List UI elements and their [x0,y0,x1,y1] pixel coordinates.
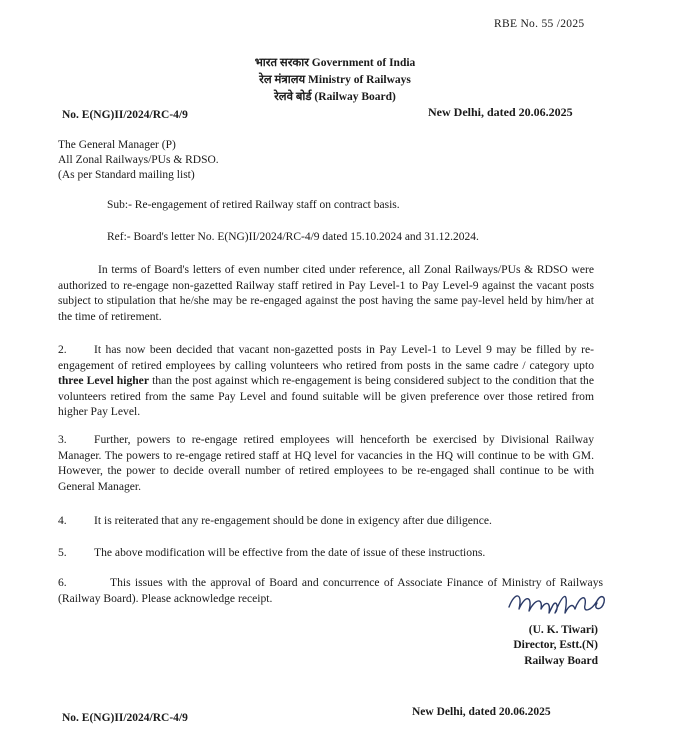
signatory-office: Railway Board [524,655,598,667]
signatory-designation: Director, Estt.(N) [513,639,598,651]
reference-line: Ref:- Board's letter No. E(NG)II/2024/RC-4/9 dated 15.10.2024 and 31.12.2024. [107,231,479,243]
paragraph-4-text: It is reiterated that any re-engagement should be done in exigency after due diligence. [94,514,492,527]
paragraph-5-number: 5. [58,546,67,559]
paragraph-5 [58,546,485,559]
paragraph-4 [58,514,492,527]
signatory-name: (U. K. Tiwari) [528,624,598,636]
addressee-line-2: All Zonal Railways/PUs & RDSO. [58,154,219,166]
paragraph-2-emphasis: three Level higher [58,374,149,387]
paragraph-6-text: This issues with the approval of Board and concurrence of Associate Finance of Ministry of Railways (Railway Board). Please acknowledge receipt. [58,576,603,605]
rbe-number: RBE No. 55 /2025 [494,18,585,30]
paragraph-6-number: 6. [58,576,67,589]
paragraph-3 [58,432,594,494]
paragraph-2 [58,342,594,420]
letter-date: New Delhi, dated 20.06.2025 [428,105,573,119]
handwritten-signature [505,583,615,623]
paragraph-2-text-b: than the post against which re-engagement is being considered subject to the condition that the volunteers retired from the same Pay Level and found suitable will be given preference over those retired from higher Pay Level. [58,374,594,418]
paragraph-1: In terms of Board's letters of even number cited under reference, all Zonal Railways/PUs & RDSO were authorized to re-engage non-gazetted Railway staff retired in Pay Level-1 to Pay Level-9 against the vacant posts subject to stipulation that he/she may be re-engaged against the post having the same pay-level held by him/her at the time of retirement. [58,263,594,323]
letter-reference-number: No. E(NG)II/2024/RC-4/9 [62,109,188,121]
paragraph-2-text-a: It has now been decided that vacant non-gazetted posts in Pay Level-1 to Level 9 may be filled by re-engagement of retired employees by calling volunteers who retired from posts in the same cadre / category upto [58,343,594,372]
header-ministry: रेल मंत्रालय Ministry of Railways [259,74,411,86]
addressee-line-1: The General Manager (P) [58,139,176,151]
paragraph-3-number: 3. [58,433,67,446]
footer-reference-number: No. E(NG)II/2024/RC-4/9 [62,712,188,724]
subject-line: Sub:- Re-engagement of retired Railway staff on contract basis. [107,199,400,211]
paragraph-2-number: 2. [58,343,67,356]
addressee-line-3: (As per Standard mailing list) [58,169,195,181]
header-board: रेलवे बोर्ड (Railway Board) [274,91,396,103]
paragraph-3-text: Further, powers to re-engage retired employees will henceforth be exercised by Divisional Railway Manager. The powers to re-engage retired staff at HQ level for vacancies in the HQ will continue to be with GM. However, the power to decide overall number of retired employees to be re-engaged shall continue to be with General Manager. [58,433,594,493]
paragraph-5-text: The above modification will be effective from the date of issue of these instructions. [94,546,486,559]
paragraph-4-number: 4. [58,514,67,527]
footer-date: New Delhi, dated 20.06.2025 [412,706,551,718]
header-government: भारत सरकार Government of India [254,57,416,69]
